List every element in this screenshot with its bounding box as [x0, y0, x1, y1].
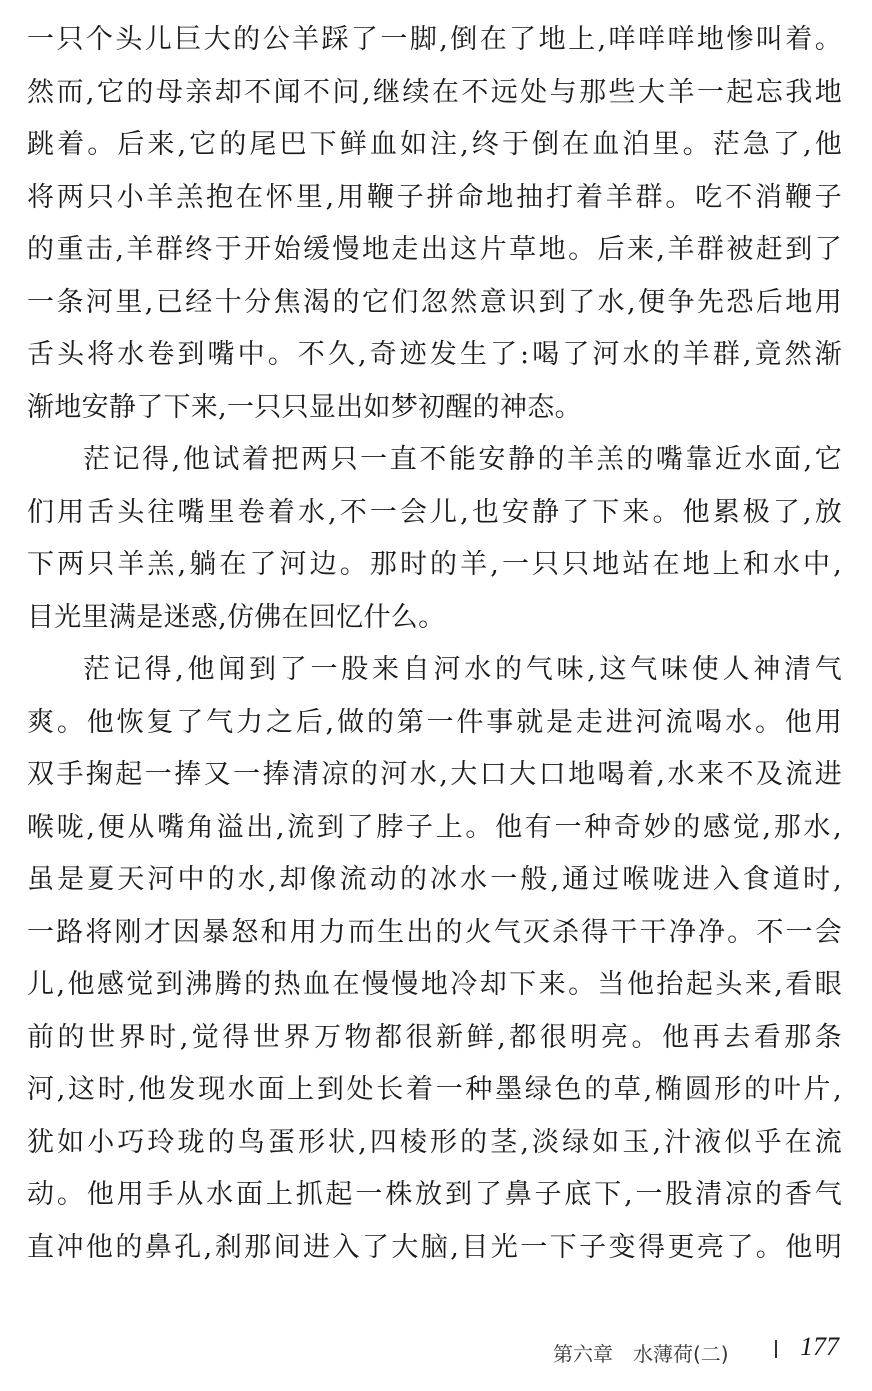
text-line: 然而,它的母亲却不闻不问,继续在不远处与那些大羊一起忘我地: [27, 76, 842, 108]
text-line: 下两只羊羔,躺在了河边。那时的羊,一只只地站在地上和水中,: [27, 549, 842, 580]
running-footer-chapter-title: 第六章 水薄荷(二): [553, 1342, 729, 1366]
text-line: 前的世界时,觉得世界万物都很新鲜,都很明亮。他再去看那条: [27, 1021, 842, 1053]
page-number: 177: [800, 1332, 839, 1361]
text-line: 一路将刚才因暴怒和用力而生出的火气灭杀得干干净净。不一会: [27, 916, 842, 948]
text-line: 茫记得,他闻到了一股来自河水的气味,这气味使人神清气: [83, 654, 842, 685]
footer-separator: [775, 1340, 777, 1358]
text-line: 河,这时,他发现水面上到处长着一种墨绿色的草,椭圆形的叶片,: [27, 1074, 842, 1105]
text-line: 直冲他的鼻孔,刹那间进入了大脑,目光一下子变得更亮了。他明: [27, 1231, 842, 1263]
text-line: 茫记得,他试着把两只一直不能安静的羊羔的嘴靠近水面,它: [83, 444, 842, 475]
text-line: 跳着。后来,它的尾巴下鲜血如注,终于倒在血泊里。茫急了,他: [27, 129, 842, 160]
page-body: [27, 14, 842, 1274]
text-line: 目光里满是迷惑,仿佛在回忆什么。: [27, 601, 446, 633]
text-line: 将两只小羊羔抱在怀里,用鞭子拼命地抽打着羊群。吃不消鞭子: [27, 181, 842, 213]
text-line: 虽是夏天河中的水,却像流动的冰水一般,通过喉咙进入食道时,: [27, 864, 842, 895]
text-line: 舌头将水卷到嘴中。不久,奇迹发生了:喝了河水的羊群,竟然渐: [27, 339, 842, 370]
text-line: 们用舌头往嘴里卷着水,不一会儿,也安静了下来。他累极了,放: [27, 496, 842, 528]
text-line: 的重击,羊群终于开始缓慢地走出这片草地。后来,羊群被赶到了: [27, 234, 842, 265]
text-line: 动。他用手从水面上抓起一株放到了鼻子底下,一股清凉的香气: [27, 1179, 842, 1210]
text-line: 犹如小巧玲珑的鸟蛋形状,四棱形的茎,淡绿如玉,汁液似乎在流: [27, 1126, 842, 1158]
text-line: 双手掬起一捧又一捧清凉的河水,大口大口地喝着,水来不及流进: [27, 759, 842, 790]
text-line: 儿,他感觉到沸腾的热血在慢慢地冷却下来。当他抬起头来,看眼: [27, 969, 842, 1000]
text-line: 爽。他恢复了气力之后,做的第一件事就是走进河流喝水。他用: [27, 706, 842, 738]
page-footer: [0, 1332, 872, 1372]
text-line: 一只个头儿巨大的公羊踩了一脚,倒在了地上,咩咩咩地惨叫着。: [27, 24, 842, 55]
text-line: 喉咙,便从嘴角溢出,流到了脖子上。他有一种奇妙的感觉,那水,: [27, 811, 842, 843]
text-line: 渐地安静了下来,一只只显出如梦初醒的神态。: [27, 391, 582, 423]
text-line: 一条河里,已经十分焦渴的它们忽然意识到了水,便争先恐后地用: [27, 286, 842, 318]
